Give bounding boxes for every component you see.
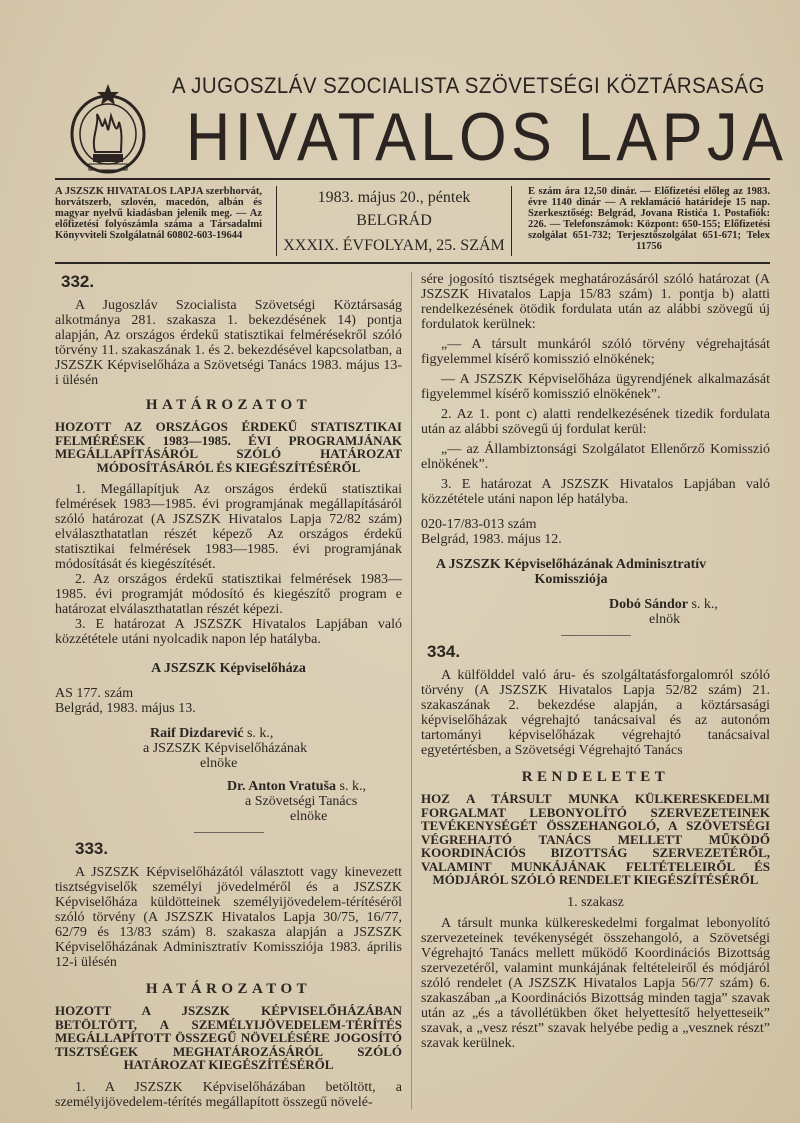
quote-3: „— az Állambiztonsági Szolgálatot Ellenőrző Komisszió elnökének”. [421, 442, 770, 472]
paragraph-1: 1. A JSZSZK Képviselőházában betöltött, a személyijövedelem-térítés megállapított összegű növelé- [55, 1079, 402, 1110]
paragraph-2: 2. Az országos érdekű statisztikai felmérések 1983—1985. évi programját módosító és kiegészítő program e határozat elválaszthatatlan részét képezi. [55, 572, 402, 617]
signer-role: a Szövetségi Tanács [245, 794, 358, 809]
decree-333 [55, 839, 402, 1110]
signature [421, 597, 770, 612]
paragraph-1: 1. Megállapítjuk Az országos érdekű statisztikai felmérések 1983—1985. évi programjának megállapításáról szóló határozat (A JSZSZK Hivatalos Lapja 72/82 szám) elválaszthatatlan részét képező Az országos érdekű statisztikai felmérések 1983—1985. évi programjának módosítását és kiegészítését. [55, 482, 402, 572]
issue-header [55, 178, 770, 264]
preamble: A Jugoszláv Szocialista Szövetségi Köztársaság alkotmánya 281. szakasza 1. bekezdésének 14) pontja alapján, Az országos érdekű statisztikai felmérésekről szóló törvény 11. szakaszának 1. és 2. bekezdésével kapcsolatban, a JSZSZK Képviselőháza a Szövetségi Tanács 1983. május 13-i ülésén [55, 298, 403, 388]
place-date: Belgrád, 1983. május 13. [55, 701, 196, 716]
issue-info [277, 186, 512, 256]
decree-number: 332. [61, 272, 95, 291]
signer-role-title: elnöke [290, 809, 328, 824]
paragraph-1: A társult munka külkereskedelmi forgalmat lebonyolító szervezeteinek tevékenységét összehangoló, a Szövetségi Végrehajtó Tanács mellett működő Koordinációs Bizottság szervezetéről, valamint munkájának feltételeiről és módjáról szóló rendelet (A JSZSZK Hivatalos Lapja 56/77 szám) 6. szakaszában „a Koordinációs Bizottság minden tagja” szavak után az „és a távollétükben őket helyettesítő helyetteseik” szavak, a „vesz részt” szavak helyébe pedig a „vesznek részt” szavak kerülnek. [421, 915, 770, 1051]
quote-2: — A JSZSZK Képviselőháza ügyrendjének alkalmazását figyelemmel kísérő komisszió elnökének”. [421, 372, 770, 402]
issue-date: 1983. május 20., péntek [317, 189, 471, 206]
reference-number: AS 177. szám [55, 686, 134, 701]
decree-heading: HOZOTT A JSZSZK KÉPVISELŐHÁZÁBAN BETÖLTÖTT, A SZEMÉLYIJÖVEDELEM-TÉRÍTÉS MEGÁLLAPÍTOTT ÖSSZEGŰ NÖVELÉSÉRE JOGOSÍTÓ TISZTSÉGEK MEGHATÁROZÁSÁRÓL SZÓLÓ HATÁROZAT KIEGÉSZÍTÉSÉRŐL [55, 1003, 402, 1072]
decree-heading: HOZ A TÁRSULT MUNKA KÜLKERESKEDELMI FORGALMAT LEBONYOLÍTÓ SZERVEZETEINEK TEVÉKENYSÉGÉT ÖSSZEHANGOLÓ, A SZÖVETSÉGI VÉGREHAJTÓ TANÁCS MELLETT MŰKÖDŐ KOORDINÁCIÓS BIZOTTSÁG SZERVEZETÉRŐL, VALAMINT MUNKÁJÁNAK FELTÉTELEIRŐL ÉS MÓDJÁRÓL SZÓLÓ RENDELET KIEGÉSZÍTÉSÉRŐL [421, 791, 770, 887]
price-contact-info: E szám ára 12,50 dinár. — Előfizetési előleg az 1983. évre 1140 dinár — A reklamáció határideje 15 nap. Szerkesztőség: Belgrád, Jovana Ristića 1. Postafiók: 226. — Telefonszámok: Központ: 650-155; Előfizetési szolgálat 651-732; Terjesztőszolgálat 651-671; Telex 11756 [528, 186, 770, 252]
signer-role-title: elnöke [200, 756, 238, 771]
paragraph-3: 3. E határozat A JSZSZK Hivatalos Lapjában való közzététele utáni napon lép hatályba. [421, 477, 770, 507]
reference-number: 020-17/83-013 szám [421, 517, 537, 532]
signer-role: elnök [649, 612, 681, 627]
section-divider [561, 635, 631, 636]
right-column [412, 272, 770, 1110]
signer-role: a JSZSZK Képviselőházának [143, 741, 308, 756]
signer-name: Raif Dizdarević [150, 726, 244, 741]
republic-name: A JUGOSZLÁV SZOCIALISTA SZÖVETSÉGI KÖZTÁRSASÁG [172, 73, 765, 98]
page-content [55, 0, 770, 1110]
paragraph-3: 3. E határozat A JSZSZK Hivatalos Lapjában való közzététele utáni nyolcadik napon lép hatályba. [55, 617, 402, 647]
preamble: A JSZSZK Képviselőházától választott vagy kinevezett tisztségviselők személyi jövedelméről és a JSZSZK Képviselőháza küldötteinek személyijövedelem-térítéséről szóló törvény (A JSZSZK Hivatalos Lapja 30/75, 16/77, 62/79 és 13/83 szám) 8. szakasza alapján a JSZSZK Képviselőházának Adminisztratív Komissziója 1983. április 12-i ülésén [55, 865, 402, 970]
issue-volume: XXXIX. ÉVFOLYAM, 25. SZÁM [283, 237, 505, 254]
signed-mark: s. k., [339, 779, 366, 794]
decree-332 [55, 272, 402, 824]
paragraph-2: 2. Az 1. pont c) alatti rendelkezésének tizedik fordulata után az alábbi szövegű új fordulat kerül: [421, 407, 770, 437]
quote-1: „— A társult munkáról szóló törvény végrehajtását figyelemmel kísérő komisszió elnökének; [421, 337, 770, 367]
paragraph-1-continued: sére jogosító tisztségek meghatározásáról szóló határozat (A JSZSZK Hivatalos Lapja 15/83 szám) 1. pontja b) alatti rendelkezésének ötödik fordulata után az alábbi szövegű új fordulatok kerülnek: [421, 272, 770, 332]
decision-word: HATÁROZATOT [145, 981, 312, 997]
signature-1 [55, 726, 402, 741]
decree-number: 334. [427, 642, 461, 661]
decree-334 [421, 642, 770, 1051]
decision-word: HATÁROZATOT [145, 397, 312, 413]
publication-title: HIVATALOS LAPJA [186, 99, 788, 175]
signer-name: Dobó Sándor [609, 597, 688, 612]
decree-333-continued [421, 272, 770, 627]
left-column [55, 272, 412, 1110]
signed-mark: s. k., [691, 597, 718, 612]
decree-number: 333. [75, 839, 109, 858]
section-title: 1. szakasz [567, 894, 624, 910]
issue-city: BELGRÁD [356, 212, 432, 229]
subscription-info: A JSZSZK HIVATALOS LAPJA szerbhorvát, horvátszerb, szlovén, macedón, albán és magyar nyelvű kiadásban jelenik meg. — Az előfizetési folyószámla száma a Társadalmi Könyvviteli Szolgálatnál 60802-603-19644 [55, 186, 277, 256]
signed-mark: s. k., [246, 726, 274, 741]
signature-2 [55, 779, 402, 794]
place-date: Belgrád, 1983. május 12. [421, 532, 562, 547]
issuer: A JSZSZK Képviselőháza [151, 661, 306, 676]
decree-heading: HOZOTT AZ ORSZÁGOS ÉRDEKŰ STATISZTIKAI FELMÉRÉSEK 1983—1985. ÉVI PROGRAMJÁNAK MEGÁLLAPÍTÁSÁRÓL SZÓLÓ HATÁROZAT MÓDOSÍTÁSÁRÓL ÉS KIEGÉSZÍTÉSÉRŐL [55, 419, 402, 475]
preamble: A külfölddel való áru- és szolgáltatásforgalomról szóló törvény (A JSZSZK Hivatalos Lapja 52/82 szám) 21. szakaszának 2. bekezdése alapján, a köztársasági képviselőházak végrehajtó tanácsaival és az autonóm tartományi képviselőházak végrehajtó tanácsaival egyetértésben, a Szövetségi Végrehajtó Tanács [421, 668, 770, 758]
section-divider [194, 832, 264, 833]
signer-name: Dr. Anton Vratuša [227, 779, 337, 794]
decision-word: RENDELETET [521, 769, 670, 785]
columns [55, 272, 770, 1110]
issuer: A JSZSZK Képviselőházának Adminisztratív Komissziója [435, 557, 707, 587]
